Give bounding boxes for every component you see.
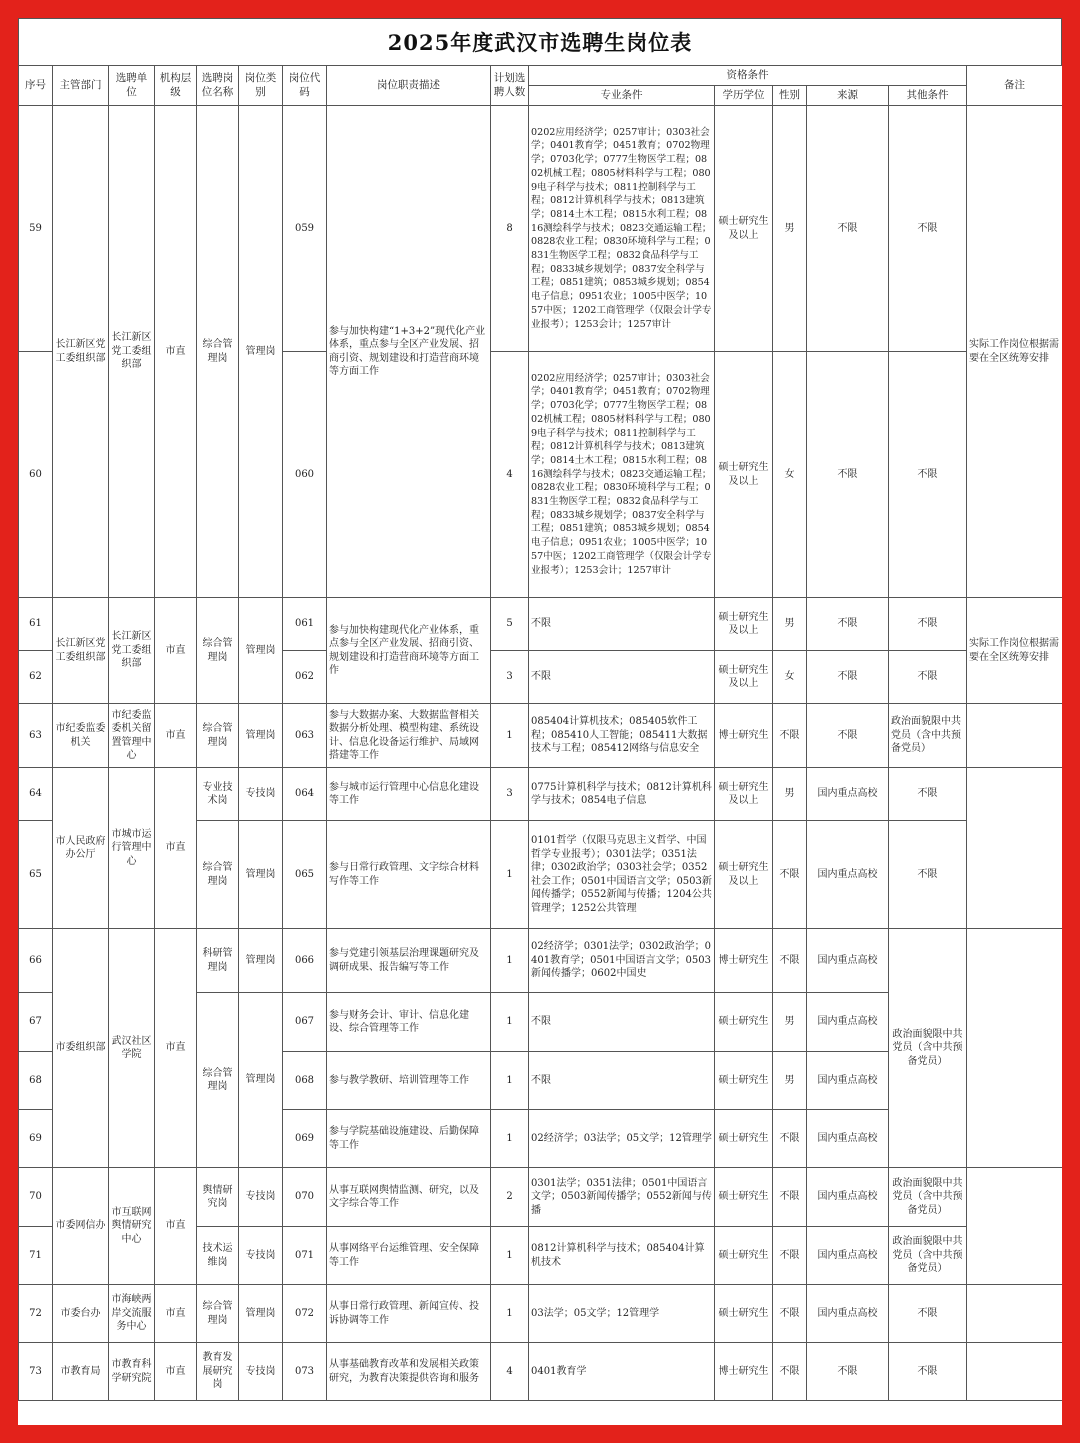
cell-count: 1 [491,993,529,1052]
cell-seq: 69 [19,1110,53,1168]
cell-seq: 64 [19,768,53,821]
cell-degree: 硕士研究生及以上 [715,598,773,651]
cell-seq: 73 [19,1343,53,1401]
header-position: 选聘岗位名称 [197,66,239,106]
cell-seq: 59 [19,106,53,352]
cell-position: 教育发展研究岗 [197,1343,239,1401]
cell-desc: 参与加快构建“1+3+2”现代化产业体系，重点参与全区产业发展、招商引资、规划建设和打造营商环境等方面工作 [327,106,491,598]
cell-major: 02经济学；0301法学；0302政治学；0401教育学；0501中国语言文学；0503新闻传播学；0602中国史 [529,929,715,993]
cell-code: 072 [283,1285,327,1343]
cell-position: 综合管理岗 [197,598,239,704]
cell-seq: 71 [19,1227,53,1285]
header-code: 岗位代码 [283,66,327,106]
cell-position: 舆情研究岗 [197,1168,239,1227]
cell-gender: 不限 [773,1110,807,1168]
cell-major: 03法学；05文学；12管理学 [529,1285,715,1343]
cell-remark [967,1343,1062,1401]
table-row [19,598,1063,651]
cell-level: 市直 [155,106,197,598]
cell-seq: 67 [19,993,53,1052]
cell-dept: 长江新区党工委组织部 [53,598,109,704]
cell-other: 政治面貌限中共党员（含中共预备党员） [889,1227,967,1285]
header-other: 其他条件 [889,86,967,106]
cell-position: 技术运维岗 [197,1227,239,1285]
table-row [19,1285,1063,1343]
cell-type: 管理岗 [239,821,283,929]
cell-type: 专技岗 [239,1343,283,1401]
cell-seq: 63 [19,704,53,768]
cell-seq: 60 [19,352,53,598]
cell-seq: 70 [19,1168,53,1227]
cell-dept: 市委台办 [53,1285,109,1343]
cell-unit: 武汉社区学院 [109,929,155,1168]
cell-desc: 参与学院基础设施建设、后勤保障等工作 [327,1110,491,1168]
cell-source: 不限 [807,598,889,651]
cell-degree: 硕士研究生及以上 [715,651,773,704]
cell-code: 061 [283,598,327,651]
cell-source: 不限 [807,1343,889,1401]
cell-desc: 参与日常行政管理、文字综合材料写作等工作 [327,821,491,929]
cell-dept: 市委组织部 [53,929,109,1168]
cell-source: 国内重点高校 [807,929,889,993]
cell-degree: 硕士研究生 [715,1227,773,1285]
cell-position: 专业技术岗 [197,768,239,821]
cell-level: 市直 [155,1285,197,1343]
cell-count: 8 [491,106,529,352]
cell-position: 综合管理岗 [197,821,239,929]
cell-count: 3 [491,651,529,704]
cell-type: 管理岗 [239,106,283,598]
cell-dept: 长江新区党工委组织部 [53,106,109,598]
cell-position: 综合管理岗 [197,1285,239,1343]
header-qualifications: 资格条件 [529,66,967,86]
cell-other: 不限 [889,352,967,598]
cell-source: 不限 [807,106,889,352]
cell-gender: 女 [773,352,807,598]
cell-desc: 从事网络平台运维管理、安全保障等工作 [327,1227,491,1285]
cell-unit: 长江新区党工委组织部 [109,106,155,598]
cell-degree: 博士研究生 [715,704,773,768]
header-row-1 [19,66,1063,86]
cell-gender: 男 [773,993,807,1052]
cell-other: 政治面貌限中共党员（含中共预备党员） [889,929,967,1168]
cell-code: 059 [283,106,327,352]
cell-major: 0202应用经济学；0257审计；0303社会学；0401教育学；0451教育；0702物理学；0703化学；0777生物医学工程；0802机械工程；0805材料科学与工程；0809电子科学与技术；0811控制科学与工程；0812计算机科学与技术；0813建筑学；0814土木工程；0815水利工程；0816测绘科学与技术；0823交通运输工程；0828农业工程；0830环境科学与工程；0831生物医学工程；0832食品科学与工程；0833城乡规划学；0837安全科学与工程；0851建筑；0853城乡规划；0854电子信息；0951农业；1005中医学；1057中医；1202工商管理学（仅限会计学专业报考）；1253会计；1257审计 [529,352,715,598]
cell-count: 4 [491,352,529,598]
cell-unit: 市教育科学研究院 [109,1343,155,1401]
cell-seq: 65 [19,821,53,929]
cell-position: 综合管理岗 [197,993,239,1168]
cell-other: 不限 [889,106,967,352]
header-level: 机构层级 [155,66,197,106]
cell-degree: 硕士研究生及以上 [715,106,773,352]
header-degree: 学历学位 [715,86,773,106]
cell-remark [967,704,1062,768]
cell-degree: 硕士研究生 [715,993,773,1052]
cell-source: 国内重点高校 [807,821,889,929]
cell-major: 02经济学；03法学；05文学；12管理学 [529,1110,715,1168]
cell-degree: 博士研究生 [715,1343,773,1401]
cell-source: 国内重点高校 [807,1227,889,1285]
cell-type: 专技岗 [239,1168,283,1227]
cell-remark: 实际工作岗位根据需要在全区统筹安排 [967,598,1062,704]
cell-type: 管理岗 [239,929,283,993]
cell-dept: 市委网信办 [53,1168,109,1285]
cell-seq: 66 [19,929,53,993]
cell-other: 不限 [889,651,967,704]
cell-other: 不限 [889,598,967,651]
cell-other: 不限 [889,1285,967,1343]
cell-seq: 61 [19,598,53,651]
cell-gender: 不限 [773,1168,807,1227]
header-dept: 主管部门 [53,66,109,106]
cell-count: 1 [491,1227,529,1285]
cell-unit: 市纪委监委机关留置管理中心 [109,704,155,768]
cell-level: 市直 [155,929,197,1168]
cell-gender: 不限 [773,1343,807,1401]
cell-desc: 参与城市运行管理中心信息化建设等工作 [327,768,491,821]
cell-code: 065 [283,821,327,929]
cell-code: 067 [283,993,327,1052]
cell-unit: 市城市运行管理中心 [109,768,155,929]
cell-count: 3 [491,768,529,821]
header-gender: 性别 [773,86,807,106]
cell-gender: 不限 [773,929,807,993]
cell-degree: 博士研究生 [715,929,773,993]
cell-type: 管理岗 [239,704,283,768]
cell-major: 0775计算机科学与技术；0812计算机科学与技术；0854电子信息 [529,768,715,821]
cell-remark [967,1285,1062,1343]
cell-count: 1 [491,704,529,768]
cell-count: 1 [491,821,529,929]
cell-remark [967,929,1062,1168]
table-row [19,106,1063,352]
cell-degree: 硕士研究生及以上 [715,821,773,929]
cell-major: 085404计算机技术；085405软件工程；085410人工智能；085411大数据技术与工程；085412网络与信息安全 [529,704,715,768]
cell-source: 不限 [807,704,889,768]
cell-desc: 参与财务会计、审计、信息化建设、综合管理等工作 [327,993,491,1052]
header-desc: 岗位职责描述 [327,66,491,106]
cell-degree: 硕士研究生 [715,1285,773,1343]
cell-degree: 硕士研究生及以上 [715,768,773,821]
cell-code: 062 [283,651,327,704]
cell-source: 国内重点高校 [807,993,889,1052]
cell-code: 068 [283,1052,327,1110]
cell-major: 不限 [529,598,715,651]
cell-other: 不限 [889,768,967,821]
cell-degree: 硕士研究生 [715,1110,773,1168]
document-sheet [18,18,1062,1425]
cell-position: 综合管理岗 [197,704,239,768]
cell-gender: 男 [773,106,807,352]
cell-degree: 硕士研究生及以上 [715,352,773,598]
cell-count: 1 [491,1110,529,1168]
header-type: 岗位类别 [239,66,283,106]
cell-desc: 从事基础教育改革和发展相关政策研究，为教育决策提供咨询和服务 [327,1343,491,1401]
cell-gender: 男 [773,1052,807,1110]
cell-position: 科研管理岗 [197,929,239,993]
cell-dept: 市纪委监委机关 [53,704,109,768]
cell-desc: 参与加快构建现代化产业体系，重点参与全区产业发展、招商引资、规划建设和打造营商环境等方面工作 [327,598,491,704]
cell-major: 0401教育学 [529,1343,715,1401]
cell-level: 市直 [155,704,197,768]
cell-unit: 市互联网舆情研究中心 [109,1168,155,1285]
cell-major: 不限 [529,1052,715,1110]
cell-position: 综合管理岗 [197,106,239,598]
cell-type: 管理岗 [239,1285,283,1343]
cell-code: 064 [283,768,327,821]
cell-unit: 长江新区党工委组织部 [109,598,155,704]
cell-desc: 从事互联网舆情监测、研究，以及文字综合等工作 [327,1168,491,1227]
cell-gender: 女 [773,651,807,704]
cell-other: 政治面貌限中共党员（含中共预备党员） [889,1168,967,1227]
cell-major: 0812计算机科学与技术；085404计算机技术 [529,1227,715,1285]
header-major: 专业条件 [529,86,715,106]
cell-code: 071 [283,1227,327,1285]
table-row [19,768,1063,821]
cell-other: 不限 [889,821,967,929]
positions-table [18,65,1062,1401]
cell-gender: 男 [773,598,807,651]
cell-gender: 不限 [773,1285,807,1343]
cell-type: 管理岗 [239,993,283,1168]
cell-type: 管理岗 [239,598,283,704]
header-remark: 备注 [967,66,1062,106]
cell-count: 1 [491,1052,529,1110]
cell-major: 0101哲学（仅限马克思主义哲学、中国哲学专业报考）；0301法学；0351法律；0302政治学；0303社会学；0352社会工作；0501中国语言文学；0503新闻传播学；0552新闻与传播；1204公共管理学；1252公共管理 [529,821,715,929]
cell-count: 2 [491,1168,529,1227]
cell-gender: 不限 [773,704,807,768]
cell-major: 0202应用经济学；0257审计；0303社会学；0401教育学；0451教育；0702物理学；0703化学；0777生物医学工程；0802机械工程；0805材料科学与工程；0809电子科学与技术；0811控制科学与工程；0812计算机科学与技术；0813建筑学；0814土木工程；0815水利工程；0816测绘科学与技术；0823交通运输工程；0828农业工程；0830环境科学与工程；0831生物医学工程；0832食品科学与工程；0833城乡规划学；0837安全科学与工程；0851建筑；0853城乡规划；0854电子信息；0951农业；1005中医学；1057中医；1202工商管理学（仅限会计学专业报考）；1253会计；1257审计 [529,106,715,352]
cell-seq: 68 [19,1052,53,1110]
cell-remark [967,768,1062,929]
cell-desc: 从事日常行政管理、新闻宣传、投诉协调等工作 [327,1285,491,1343]
header-source: 来源 [807,86,889,106]
cell-source: 国内重点高校 [807,1052,889,1110]
cell-desc: 参与党建引领基层治理课题研究及调研成果、报告编写等工作 [327,929,491,993]
cell-remark [967,1168,1062,1285]
cell-desc: 参与大数据办案、大数据监督相关数据分析处理、模型构建、系统设计、信息化设备运行维护、局域网搭建等工作 [327,704,491,768]
cell-code: 070 [283,1168,327,1227]
cell-source: 国内重点高校 [807,1168,889,1227]
cell-unit: 市海峡两岸交流服务中心 [109,1285,155,1343]
cell-degree: 硕士研究生 [715,1052,773,1110]
cell-count: 1 [491,1285,529,1343]
cell-type: 专技岗 [239,768,283,821]
cell-gender: 不限 [773,1227,807,1285]
cell-major: 不限 [529,993,715,1052]
cell-level: 市直 [155,1168,197,1285]
table-row [19,929,1063,993]
cell-dept: 市教育局 [53,1343,109,1401]
table-row [19,1168,1063,1227]
cell-code: 063 [283,704,327,768]
cell-degree: 硕士研究生 [715,1168,773,1227]
cell-source: 不限 [807,352,889,598]
cell-count: 1 [491,929,529,993]
cell-count: 5 [491,598,529,651]
cell-other: 不限 [889,1343,967,1401]
cell-level: 市直 [155,1343,197,1401]
cell-remark: 实际工作岗位根据需要在全区统筹安排 [967,106,1062,598]
cell-desc: 参与教学教研、培训管理等工作 [327,1052,491,1110]
table-row [19,704,1063,768]
cell-seq: 72 [19,1285,53,1343]
cell-code: 060 [283,352,327,598]
cell-seq: 62 [19,651,53,704]
header-unit: 选聘单位 [109,66,155,106]
cell-code: 066 [283,929,327,993]
cell-source: 国内重点高校 [807,768,889,821]
cell-count: 4 [491,1343,529,1401]
cell-gender: 男 [773,768,807,821]
cell-code: 069 [283,1110,327,1168]
cell-dept: 市人民政府办公厅 [53,768,109,929]
cell-level: 市直 [155,598,197,704]
cell-major: 不限 [529,651,715,704]
header-seq: 序号 [19,66,53,106]
cell-source: 国内重点高校 [807,1110,889,1168]
cell-major: 0301法学；0351法律；0501中国语言文学；0503新闻传播学；0552新闻与传播 [529,1168,715,1227]
table-row [19,1343,1063,1401]
cell-type: 专技岗 [239,1227,283,1285]
cell-source: 国内重点高校 [807,1285,889,1343]
cell-other: 政治面貌限中共党员（含中共预备党员） [889,704,967,768]
cell-gender: 不限 [773,821,807,929]
document-title: 2025年度武汉市选聘生岗位表 [18,18,1062,65]
cell-source: 不限 [807,651,889,704]
cell-code: 073 [283,1343,327,1401]
cell-level: 市直 [155,768,197,929]
header-count: 计划选聘人数 [491,66,529,106]
